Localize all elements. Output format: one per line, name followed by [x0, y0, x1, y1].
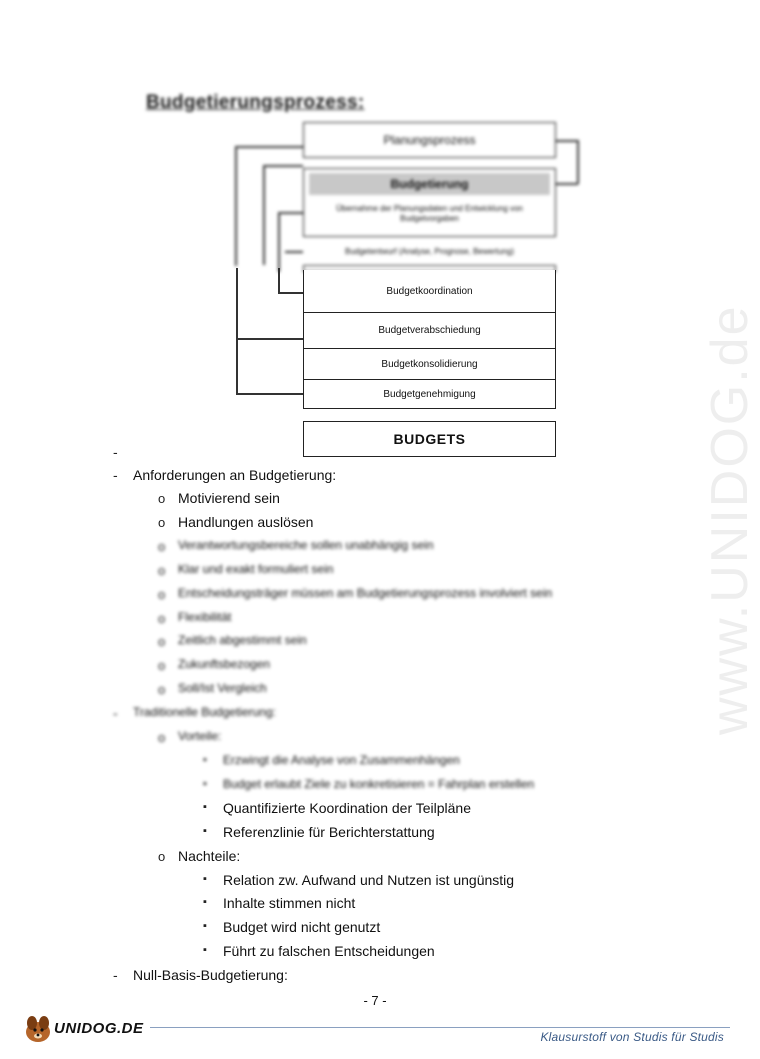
footer-divider [150, 1027, 730, 1028]
square-marker: ▪ [203, 801, 207, 813]
circle-marker: o [158, 730, 166, 745]
empty-dash: - [113, 444, 118, 460]
list-item: Zeitlich abgestimmt sein [178, 633, 307, 647]
square-marker: ▪ [203, 754, 207, 766]
square-marker: ▪ [203, 778, 207, 790]
connector-line [577, 140, 579, 184]
connector-line [236, 393, 304, 395]
circle-marker: o [158, 539, 166, 554]
verabschiedung-box: Budgetverabschiedung [303, 312, 556, 349]
list-item: Erzwingt die Analyse von Zusammenhängen [223, 753, 460, 767]
circle-marker: o [158, 587, 166, 602]
planning-box: Planungsprozess [303, 122, 556, 158]
list-item: Soll/Ist Vergleich [178, 681, 267, 695]
connector-line [278, 212, 280, 272]
list-item: Flexibilität [178, 610, 232, 624]
list-item: Motivierend sein [178, 490, 280, 506]
budgetierung-title: Budgetierung [309, 173, 550, 195]
section-heading: Budgetierungsprozess: [146, 92, 365, 113]
connector-line [278, 292, 304, 294]
connector-line [236, 338, 304, 340]
watermark: www.UNIDOG.de [701, 304, 759, 735]
square-marker: ▪ [203, 825, 207, 837]
uebernahme-text: Übernahme der Planungsdaten und Entwicklung von Budgetvorgaben [309, 198, 550, 230]
list-item: Quantifizierte Koordination der Teilpläne [223, 800, 472, 816]
connector-line [556, 140, 578, 142]
circle-marker: o [158, 658, 166, 673]
budget-process-diagram [0, 0, 750, 470]
square-marker: ▪ [203, 944, 207, 956]
page-number: - 7 - [363, 993, 387, 1008]
koordination-box: Budgetkoordination [303, 270, 556, 313]
list-item: Budget wird nicht genutzt [223, 919, 381, 935]
list-item: Referenzlinie für Berichterstattung [223, 824, 435, 840]
list-item: Verantwortungsbereiche sollen unabhängig sein [178, 538, 434, 552]
square-marker: ▪ [203, 873, 207, 885]
connector-line [235, 146, 237, 266]
unidog-logo [22, 1012, 152, 1046]
connector-line [278, 268, 280, 293]
konsolidierung-box: Budgetkonsolidierung [303, 348, 556, 380]
circle-marker: o [158, 515, 166, 530]
footer-slogan: Klausurstoff von Studis für Studis [540, 1030, 724, 1044]
logo-text: UNIDOG.DE [54, 1020, 144, 1037]
list-item: Führt zu falschen Entscheidungen [223, 943, 435, 959]
dash-marker: - [113, 705, 118, 721]
list-item: Zukunftsbezogen [178, 657, 271, 671]
circle-marker: o [158, 563, 166, 578]
square-marker: ▪ [203, 920, 207, 932]
budgets-box: BUDGETS [303, 421, 556, 457]
list-item: Budget erlaubt Ziele zu konkretisieren = Fahrplan erstellen [223, 777, 535, 791]
connector-line [556, 183, 578, 185]
circle-marker: o [158, 849, 166, 864]
anforderungen-heading: Anforderungen an Budgetierung: [133, 467, 337, 483]
connector-line [263, 165, 303, 167]
vorteile-heading: Vorteile: [178, 729, 222, 743]
circle-marker: o [158, 682, 166, 697]
connector-line [278, 212, 303, 214]
connector-line [236, 268, 238, 394]
connector-line [235, 146, 303, 148]
genehmigung-box: Budgetgenehmigung [303, 379, 556, 409]
null-basis-heading: Null-Basis-Budgetierung: [133, 967, 288, 983]
list-item: Relation zw. Aufwand und Nutzen ist ungünstig [223, 872, 515, 888]
circle-marker: o [158, 611, 166, 626]
connector-line [285, 251, 303, 253]
circle-marker: o [158, 634, 166, 649]
circle-marker: o [158, 491, 166, 506]
connector-line [263, 165, 265, 265]
budgetentwurf-box: Budgetentwurf (Analyse, Prognose, Bewertung) [303, 236, 556, 266]
dash-marker: - [113, 467, 118, 483]
list-item: Inhalte stimmen nicht [223, 895, 356, 911]
square-marker: ▪ [203, 896, 207, 908]
traditionell-heading: Traditionelle Budgetierung: [133, 705, 276, 719]
list-item: Handlungen auslösen [178, 514, 314, 530]
nachteile-heading: Nachteile: [178, 848, 241, 864]
list-item: Klar und exakt formuliert sein [178, 562, 334, 576]
list-item: Entscheidungsträger müssen am Budgetierungsprozess involviert sein [178, 586, 553, 600]
dash-marker: - [113, 967, 118, 983]
